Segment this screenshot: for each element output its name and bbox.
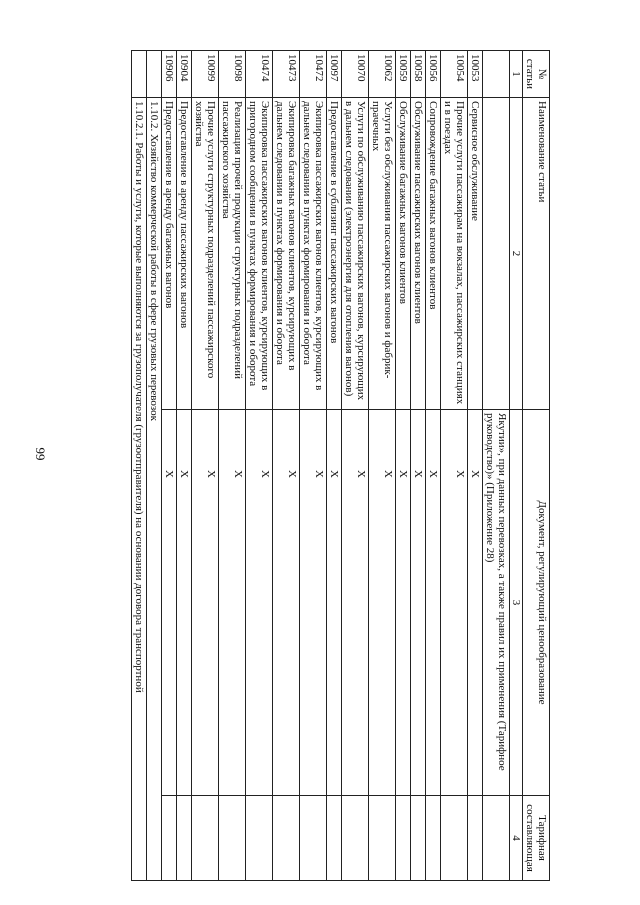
row-tariff — [369, 796, 396, 881]
row-number: 10059 — [396, 51, 411, 98]
table-row — [396, 51, 411, 881]
row-doc: X — [192, 410, 219, 796]
subsection-title: 1.10.2.1. Работы и услуги, которые выполняются за грузополучателя (грузоотправителя) на основании договора транспортной — [132, 98, 147, 881]
row-doc: X — [273, 410, 300, 796]
row-number: 10056 — [426, 51, 441, 98]
row-doc: X — [342, 410, 369, 796]
continuation-row — [483, 51, 510, 881]
row-name: Услуги по обслуживанию пассажирских вагонов, курсирующих в дальнем следовании (электроэнергия для отопления вагонов) — [342, 98, 369, 410]
table-row — [342, 51, 369, 881]
header-tariff: Тарифная составляющая — [523, 796, 550, 881]
row-name: Предоставление в аренду пассажирских вагонов — [177, 98, 192, 410]
row-name: Предоставление в сублизинг пассажирских вагонов — [327, 98, 342, 410]
row-tariff — [246, 796, 273, 881]
row-doc: X — [177, 410, 192, 796]
header-name: Наименование статьи — [523, 98, 550, 410]
row-name: Обслуживание багажных вагонов клиентов — [396, 98, 411, 410]
table-row — [192, 51, 219, 881]
row-number: 10058 — [411, 51, 426, 98]
subsection-row — [132, 51, 147, 881]
table-row — [273, 51, 300, 881]
row-name: Экипировка пассажирских вагонов клиентов, курсирующих в пригородном сообщении в пунктах формирования и оборота — [246, 98, 273, 410]
row-tariff — [192, 796, 219, 881]
row-tariff — [273, 796, 300, 881]
row-tariff — [441, 796, 468, 881]
row-doc: X — [246, 410, 273, 796]
index-3: 3 — [510, 410, 523, 796]
row-number: 10097 — [327, 51, 342, 98]
row-tariff — [426, 796, 441, 881]
row-number: 10904 — [177, 51, 192, 98]
row-tariff — [411, 796, 426, 881]
row-tariff — [300, 796, 327, 881]
row-tariff — [177, 796, 192, 881]
table-row — [411, 51, 426, 881]
index-4: 4 — [510, 796, 523, 881]
row-number: 10099 — [192, 51, 219, 98]
row-number: 10906 — [162, 51, 177, 98]
row-tariff — [219, 796, 246, 881]
row-tariff — [162, 796, 177, 881]
index-row — [510, 51, 523, 881]
header-num: № статьи — [523, 51, 550, 98]
row-number: 10070 — [342, 51, 369, 98]
row-number: 10053 — [468, 51, 483, 98]
row-number: 10472 — [300, 51, 327, 98]
row-name: Экипировка пассажирских вагонов клиентов, курсирующих в дальнем следовании в пунктах формирования и оборота — [300, 98, 327, 410]
table-body — [132, 51, 510, 881]
header-row — [523, 51, 550, 881]
row-name: Сопровождение багажных вагонов клиентов — [426, 98, 441, 410]
row-doc: X — [426, 410, 441, 796]
continuation-doc: Якутии», при данных перевозках, а также правил их применения (Тарифное руководство)» (Приложение 28) — [483, 410, 510, 796]
index-1: 1 — [510, 51, 523, 98]
header-doc: Документ, регулирующий ценообразование — [523, 410, 550, 796]
table-row — [300, 51, 327, 881]
row-number: 10054 — [441, 51, 468, 98]
row-doc: X — [441, 410, 468, 796]
row-doc: X — [411, 410, 426, 796]
table-row — [441, 51, 468, 881]
row-doc: X — [468, 410, 483, 796]
table-row — [219, 51, 246, 881]
row-name: Прочие услуги структурных подразделений пассажирского хозяйства — [192, 98, 219, 410]
row-tariff — [468, 796, 483, 881]
section-row — [147, 51, 162, 881]
row-number: 10098 — [219, 51, 246, 98]
row-number: 10474 — [246, 51, 273, 98]
section-title: 1.10.2. Хозяйство коммерческой работы в сфере грузовых перевозок — [147, 98, 162, 881]
row-name: Предоставление в аренду багажных вагонов — [162, 98, 177, 410]
table-row — [327, 51, 342, 881]
rotated-page-content — [90, 50, 550, 880]
tariff-table — [131, 50, 550, 881]
row-doc: X — [369, 410, 396, 796]
row-tariff — [342, 796, 369, 881]
table-row — [369, 51, 396, 881]
index-2: 2 — [510, 98, 523, 410]
row-doc: X — [396, 410, 411, 796]
row-name: Обслуживание пассажирских вагонов клиентов — [411, 98, 426, 410]
row-doc: X — [327, 410, 342, 796]
row-number: 10473 — [273, 51, 300, 98]
table-row — [426, 51, 441, 881]
row-doc: X — [162, 410, 177, 796]
row-name: Услуги без обслуживания пассажирских вагонов и фабрик-прачечных — [369, 98, 396, 410]
row-tariff — [327, 796, 342, 881]
page-number: 99 — [33, 447, 48, 461]
table-row — [177, 51, 192, 881]
row-tariff — [396, 796, 411, 881]
table-row — [468, 51, 483, 881]
table-row — [246, 51, 273, 881]
row-name: Экипировка багажных вагонов клиентов, курсирующих в дальнем следовании в пунктах формирования и оборота — [273, 98, 300, 410]
table-row — [162, 51, 177, 881]
row-doc: X — [300, 410, 327, 796]
row-number: 10062 — [369, 51, 396, 98]
row-name: Прочие услуги пассажирам на вокзалах, пассажирских станциях и в поездах — [441, 98, 468, 410]
row-name: Реализация прочей продукции структурных подразделений пассажирского хозяйства — [219, 98, 246, 410]
row-doc: X — [219, 410, 246, 796]
row-name: Сервисное обслуживание — [468, 98, 483, 410]
